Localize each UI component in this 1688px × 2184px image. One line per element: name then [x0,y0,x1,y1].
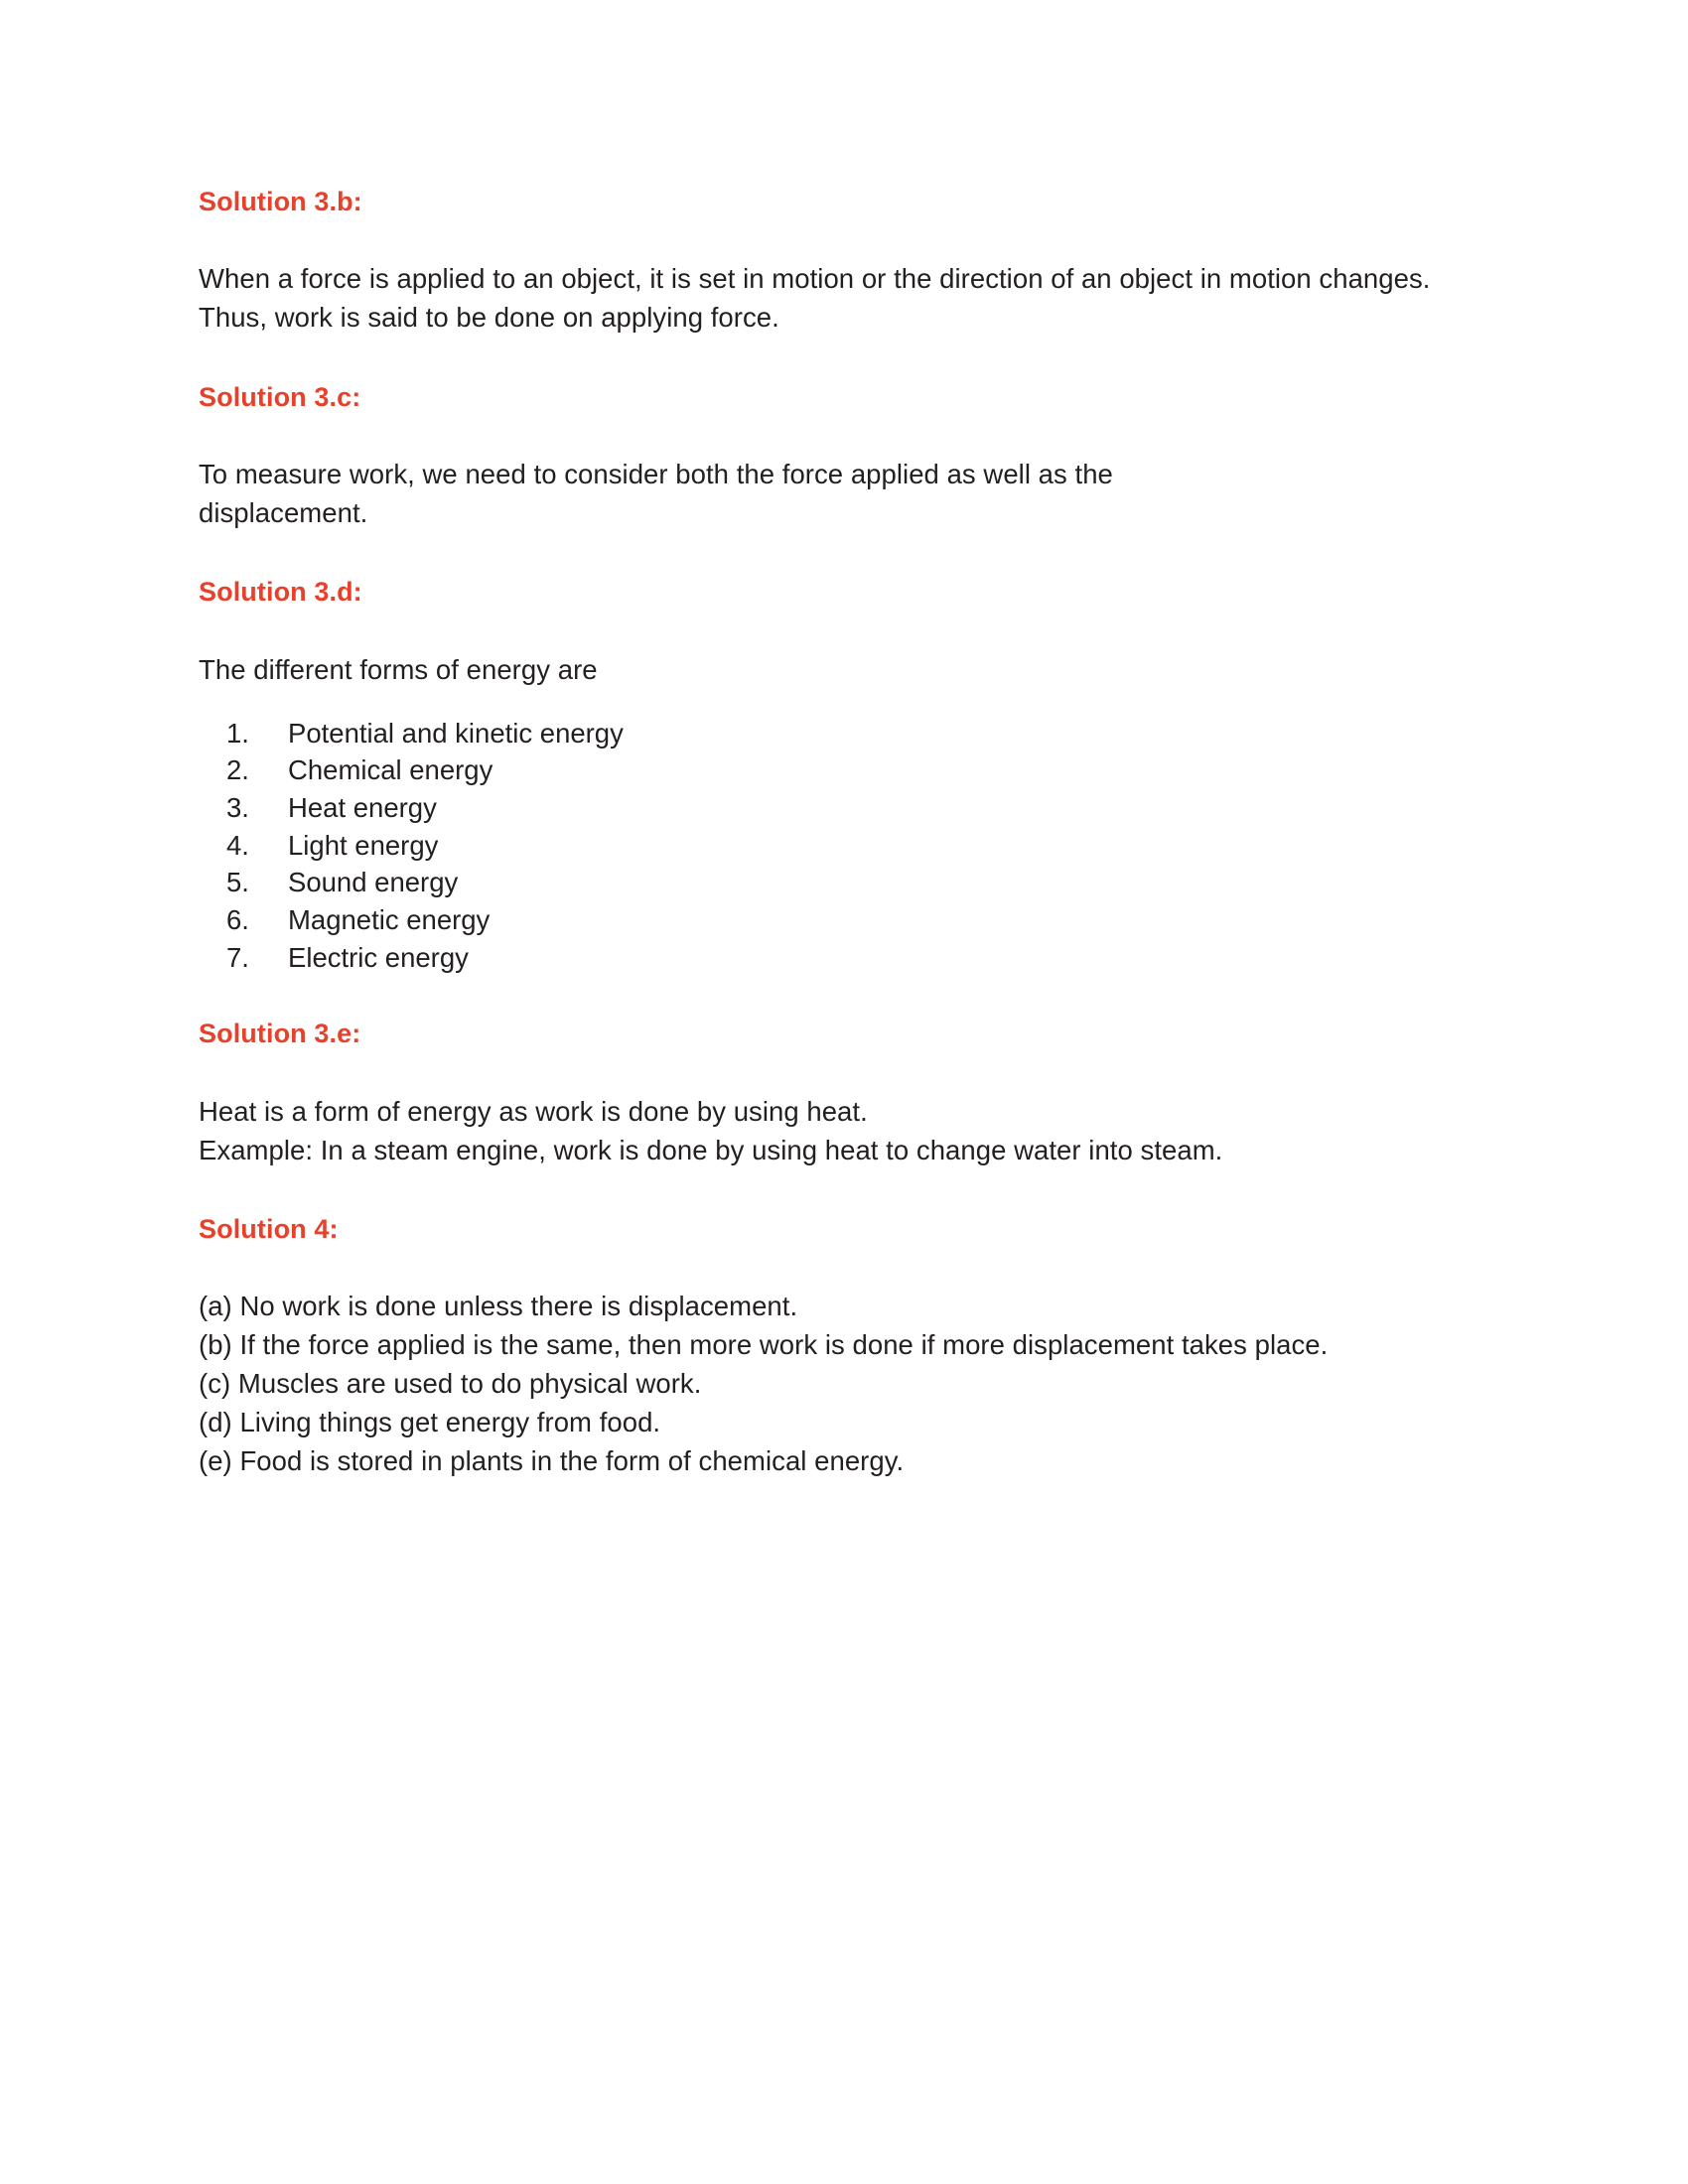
document-content [199,184,1460,1480]
list-item: Potential and kinetic energy [288,717,624,749]
text-line: Example: In a steam engine, work is done by using heat to change water into steam. [199,1134,1223,1165]
spacer [199,1002,1460,1016]
list-item: Electric energy [288,941,469,973]
spacer [199,338,1460,379]
spacer [199,611,1460,650]
section-heading-3b: Solution 3.b: [199,187,362,216]
list-item: Magnetic energy [288,903,491,935]
spacer [199,1247,1460,1287]
spacer [199,1052,1460,1092]
section-solution-3c [199,379,1460,533]
section-solution-3b [199,184,1460,338]
energy-forms-list [199,715,1460,977]
list-item: Heat energy [288,791,437,823]
text-line: (b) If the force applied is the same, then more work is done if more displacement takes place. [199,1329,1329,1361]
text-line: (e) Food is stored in plants in the form of chemical energy. [199,1445,905,1477]
section-solution-3d [199,574,1460,976]
section-heading-3d: Solution 3.d: [199,577,362,608]
spacer [199,219,1460,259]
text-line: (c) Muscles are used to do physical work. [199,1368,702,1400]
list-item: Light energy [288,829,439,861]
text-line: (a) No work is done unless there is displacement. [199,1291,798,1322]
spacer [199,415,1460,455]
section-solution-4 [199,1211,1460,1481]
spacer [199,532,1460,574]
text-line: (d) Living things get energy from food. [199,1407,661,1438]
list-item: Sound energy [288,867,459,898]
spacer [199,1169,1460,1211]
spacer [199,976,1460,1002]
section-heading-3c: Solution 3.c: [199,381,361,412]
section-heading-3e: Solution 3.e: [199,1019,361,1049]
section-intro-3d: The different forms of energy are [199,653,598,685]
section-items-4 [199,1287,1460,1480]
section-paragraph-3b: When a force is applied to an object, it is set in motion or the direction of an object in motion changes. Thus, work is said to be done on applying force. [199,263,1431,334]
section-solution-3e [199,1016,1460,1169]
section-heading-4: Solution 4: [199,1213,339,1244]
spacer [199,689,1460,715]
list-item: Chemical energy [288,754,493,786]
text-line: Heat is a form of energy as work is done by using heat. [199,1095,868,1127]
section-lines-3e [199,1092,1460,1169]
section-paragraph-3c: To measure work, we need to consider both the force applied as well as the displacement. [199,458,1113,529]
